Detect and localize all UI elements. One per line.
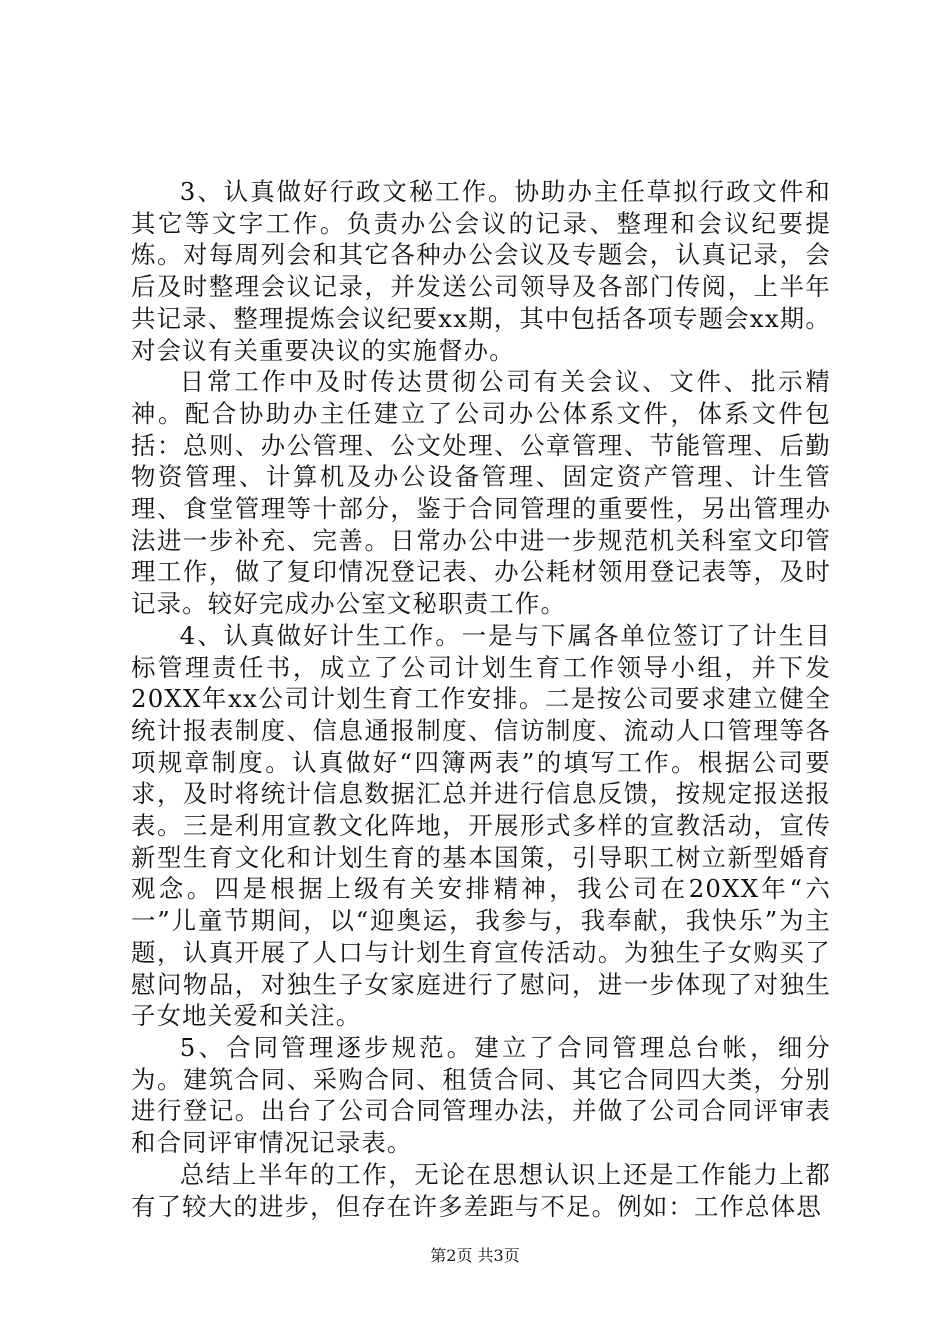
paragraph-summary: 总结上半年的工作，无论在思想认识上还是工作能力上都有了较大的进步，但存在许多差距与不足。例如：工作总体思 bbox=[131, 1159, 831, 1221]
paragraph-daily-work: 日常工作中及时传达贯彻公司有关会议、文件、批示精神。配合协助办主任建立了公司办公体系文件，体系文件包括：总则、办公管理、公文处理、公章管理、节能管理、后勤物资管理、计算机及办公设备管理、固定资产管理、计生管理、食堂管理等十部分，鉴于合同管理的重要性，另出管理办法进一步补充、完善。日常办公中进一步规范机关科室文印管理工作，做了复印情况登记表、办公耗材领用登记表等，及时记录。较好完成办公室文秘职责工作。 bbox=[131, 367, 831, 619]
page-number-footer: 第2页 共3页 bbox=[430, 1246, 520, 1265]
paragraph-contract-management: 5、合同管理逐步规范。建立了合同管理总台帐，细分为。建筑合同、采购合同、租赁合同、其它合同四大类，分别进行登记。出台了公司合同管理办法，并做了公司合同评审表和合同评审情况记录表。 bbox=[131, 1032, 831, 1158]
paragraph-admin-secretarial: 3、认真做好行政文秘工作。协助办主任草拟行政文件和其它等文字工作。负责办公会议的记录、整理和会议纪要提炼。对每周列会和其它各种办公会议及专题会，认真记录，会后及时整理会议记录，并发送公司领导及各部门传阅，上半年共记录、整理提炼会议纪要xx期，其中包括各项专题会xx期。对会议有关重要决议的实施督办。 bbox=[131, 177, 831, 365]
document-body bbox=[131, 176, 831, 1222]
paragraph-family-planning: 4、认真做好计生工作。一是与下属各单位签订了计生目标管理责任书，成立了公司计划生育工作领导小组，并下发20XX年xx公司计划生育工作安排。二是按公司要求建立健全统计报表制度、信息通报制度、信访制度、流动人口管理等各项规章制度。认真做好“四簿两表”的填写工作。根据公司要求，及时将统计信息数据汇总并进行信息反馈，按规定报送报表。三是利用宣教文化阵地，开展形式多样的宣教活动，宣传新型生育文化和计划生育的基本国策，引导职工树立新型婚育观念。四是根据上级有关安排精神，我公司在20XX年“六一”儿童节期间，以“迎奥运，我参与，我奉献，我快乐”为主题，认真开展了人口与计划生育宣传活动。为独生子女购买了慰问物品，对独生子女家庭进行了慰问，进一步体现了对独生子女地关爱和关注。 bbox=[131, 620, 831, 1031]
